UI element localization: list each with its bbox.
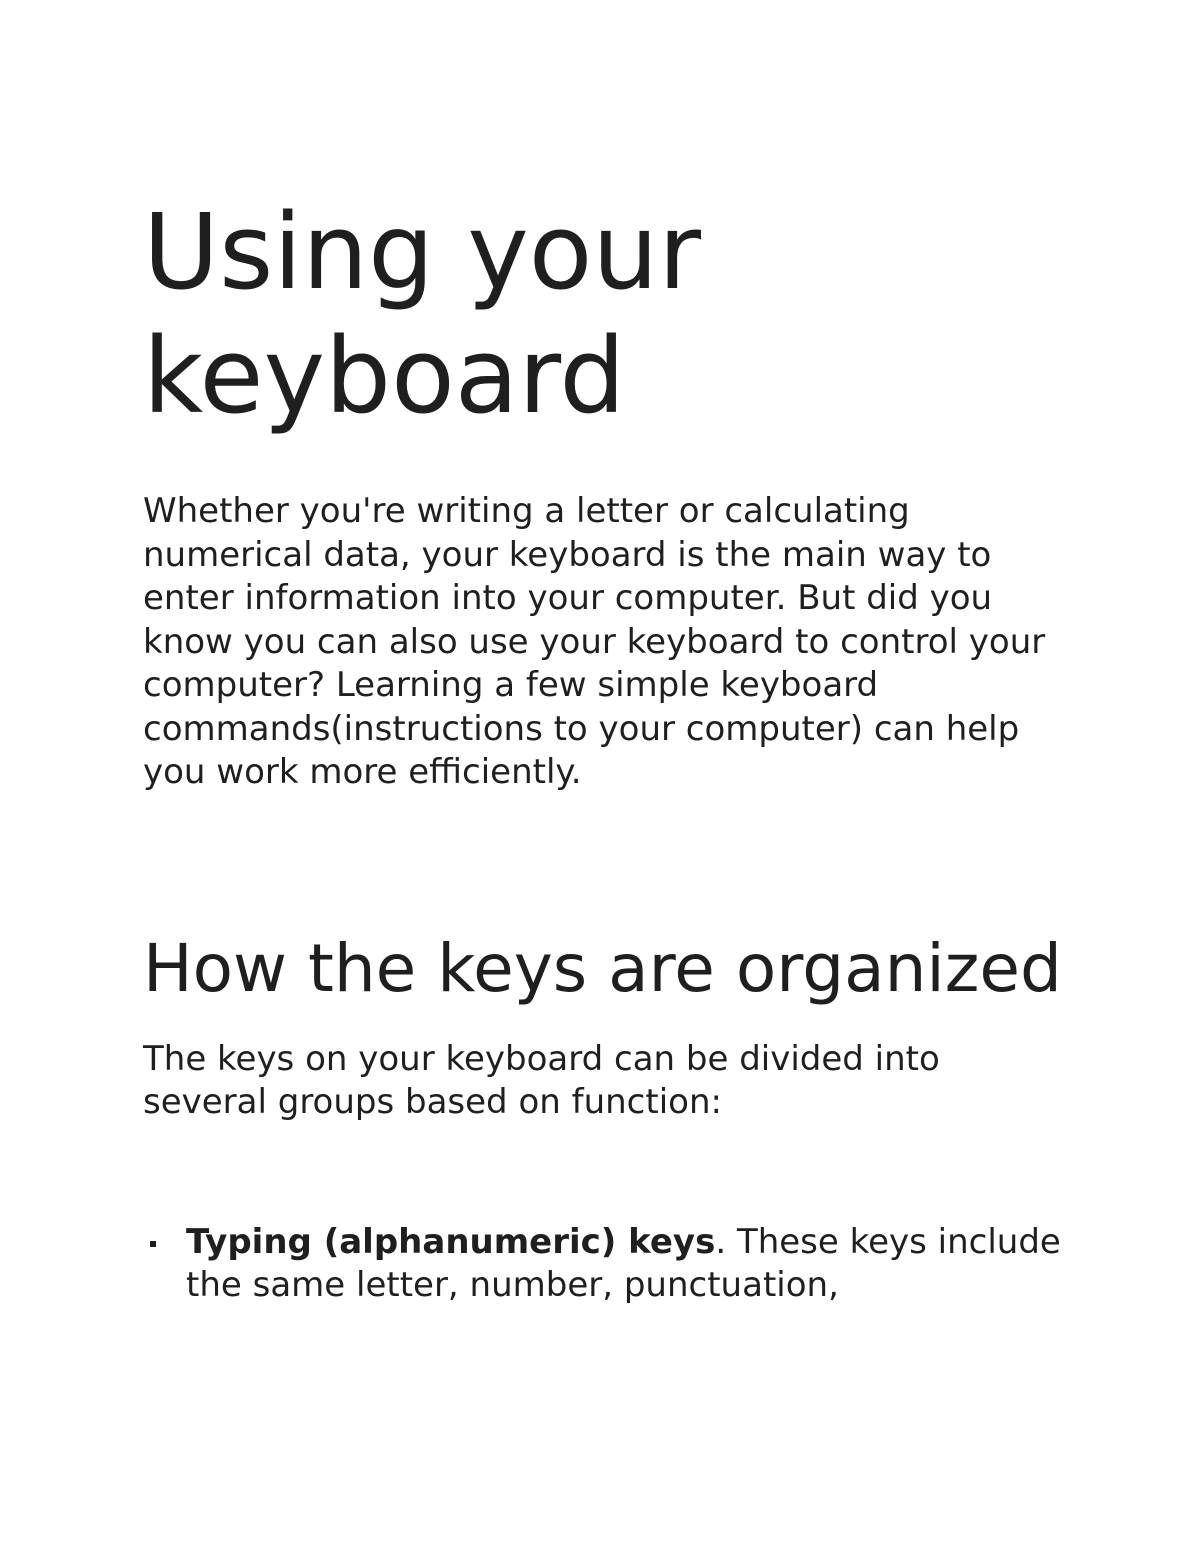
intro-paragraph: Whether you're writing a letter or calculating numerical data, your keyboard is the main way to enter information into your computer. But did you know you can also use your keyboard to control your computer? Learning a few simple keyboard commands(instructions to your computer) can help you work more efficiently. [143, 491, 1046, 792]
document-body [143, 190, 1063, 1308]
section-lead-paragraph: The keys on your keyboard can be divided into several groups based on function: [143, 1038, 940, 1122]
list-item-term: Typing (alphanumeric) keys [186, 1221, 716, 1262]
key-groups-list [143, 1221, 1063, 1308]
list-item-text: . These keys include the same letter, number, punctuation, [186, 1221, 1061, 1305]
page-title: Using your keyboard [143, 191, 702, 437]
list-item [143, 1221, 1066, 1308]
bullet-icon [150, 1241, 156, 1247]
section-heading: How the keys are organized [143, 929, 1062, 1007]
